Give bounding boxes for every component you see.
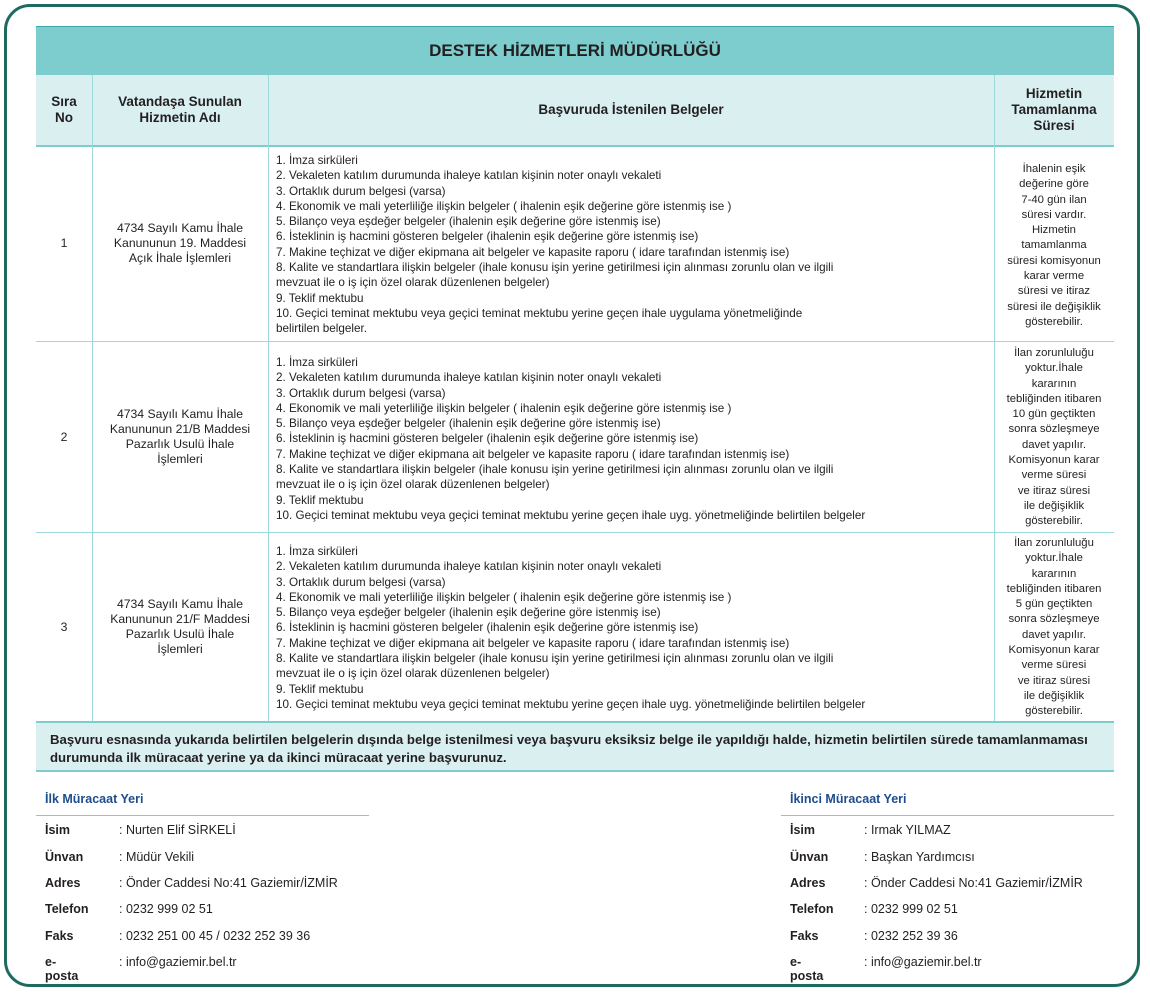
second-contact-title: İkinci Müracaat Yeri	[790, 792, 907, 806]
contact-label: e-posta	[45, 955, 79, 983]
contact-label: Ünvan	[45, 850, 84, 864]
row-number: 2	[60, 429, 68, 444]
contact-value: : Önder Caddesi No:41 Gaziemir/İZMİR	[864, 876, 1083, 890]
contact-value: : Başkan Yardımcısı	[864, 850, 975, 864]
contact-label: Faks	[790, 929, 819, 943]
page-title: DESTEK HİZMETLERİ MÜDÜRLÜĞÜ	[36, 26, 1114, 75]
document-item: 10. Geçici teminat mektubu veya geçici teminat mektubu yerine geçen ihale uyg. yönetmeliğinde belirtilen belgeler	[276, 697, 866, 711]
second-contact-divider	[781, 815, 1114, 816]
contact-value[interactable]: : info@gaziemir.bel.tr	[119, 955, 237, 969]
document-item: 8. Kalite ve standartlara ilişkin belgeler (ihale konusu işin yerine getirilmesi için alınması zorunlu olan ve ilgili	[276, 652, 834, 666]
contact-label: e-posta	[790, 955, 824, 983]
contact-label: İsim	[45, 823, 71, 837]
contact-value: : Müdür Vekili	[119, 850, 195, 864]
header-sure: Hizmetin Tamamlanma Süresi	[1011, 86, 1097, 133]
document-item: 5. Bilanço veya eşdeğer belgeler (ihalenin eşik değerine göre istenmiş ise)	[276, 215, 661, 229]
document-item: 10. Geçici teminat mektubu veya geçici teminat mektubu yerine geçen ihale uygulama yönetmeliğinde	[276, 306, 803, 320]
contact-value: : 0232 251 00 45 / 0232 252 39 36	[119, 929, 311, 943]
row-number: 1	[60, 236, 68, 250]
contact-label: Adres	[45, 876, 81, 890]
document-item: 9. Teklif mektubu	[276, 493, 364, 507]
document-item: 9. Teklif mektubu	[276, 291, 364, 305]
row-number: 3	[60, 619, 68, 634]
contact-value: : 0232 252 39 36	[864, 929, 958, 943]
document-item: 1. İmza sirküleri	[276, 545, 358, 558]
service-name: 4734 Sayılı Kamu İhale Kanununun 19. Maddesi Açık İhale İşlemleri	[113, 221, 247, 265]
document-item: 2. Vekaleten katılım durumunda ihaleye katılan kişinin noter onaylı vekaleti	[276, 169, 662, 183]
contact-label: Adres	[790, 876, 826, 890]
first-contact-title: İlk Müracaat Yeri	[45, 792, 144, 806]
document-item: 7. Makine teçhizat ve diğer ekipmana ait belgeler ve kapasite raporu ( idare tarafından istenmiş ise)	[276, 447, 790, 461]
contact-value: : Nurten Elif SİRKELİ	[119, 823, 236, 837]
document-list	[276, 544, 865, 712]
completion-duration: İhalenin eşik değerine göre 7-40 gün ilan süresi vardır. Hizmetin tamamlanma süresi komisyonun karar verme süresi ve itiraz süresi ile değişiklik gösterebilir.	[1007, 163, 1101, 328]
service-name: 4734 Sayılı Kamu İhale Kanununun 21/B Maddesi Pazarlık Usulü İhale İşlemleri	[109, 407, 251, 466]
document-item: 8. Kalite ve standartlara ilişkin belgeler (ihale konusu işin yerine getirilmesi için alınması zorunlu olan ve ilgili	[276, 463, 834, 477]
table-header	[36, 75, 1114, 147]
document-item: 6. İsteklinin iş hacmini gösteren belgeler (ihalenin eşik değerine göre istenmiş ise)	[276, 621, 699, 635]
document-item: 5. Bilanço veya eşdeğer belgeler (ihalenin eşik değerine göre istenmiş ise)	[276, 606, 661, 620]
document-item: 4. Ekonomik ve mali yeterliliğe ilişkin belgeler ( ihalenin eşik değerine göre istenmiş ise )	[276, 590, 732, 604]
contact-label: Ünvan	[790, 850, 829, 864]
document-item: 5. Bilanço veya eşdeğer belgeler (ihalenin eşik değerine göre istenmiş ise)	[276, 417, 661, 431]
document-item: 10. Geçici teminat mektubu veya geçici teminat mektubu yerine geçen ihale uyg. yönetmeliğinde belirtilen belgeler	[276, 508, 866, 522]
completion-duration: İlan zorunluluğu yoktur.İhale kararının tebliğinden itibaren 5 gün geçtikten sonra sözleşmeye davet yapılır. Komisyonun karar verme süresi ve itiraz süresi ile değişiklik gösterebilir.	[1006, 537, 1102, 718]
document-item: 2. Vekaleten katılım durumunda ihaleye katılan kişinin noter onaylı vekaleti	[276, 371, 662, 385]
document-item: mevzuat ile o iş için özel olarak düzenlenen belgeler)	[276, 276, 550, 290]
document-list	[276, 355, 865, 523]
document-item: 1. İmza sirküleri	[276, 356, 358, 369]
document-item: 2. Vekaleten katılım durumunda ihaleye katılan kişinin noter onaylı vekaleti	[276, 560, 662, 574]
document-item: 1. İmza sirküleri	[276, 154, 358, 167]
document-item: 8. Kalite ve standartlara ilişkin belgeler (ihale konusu işin yerine getirilmesi için alınması zorunlu olan ve ilgili	[276, 261, 834, 275]
document-list	[276, 153, 833, 337]
document-item: 7. Makine teçhizat ve diğer ekipmana ait belgeler ve kapasite raporu ( idare tarafından istenmiş ise)	[276, 636, 790, 650]
document-item: 7. Makine teçhizat ve diğer ekipmana ait belgeler ve kapasite raporu ( idare tarafından istenmiş ise)	[276, 245, 790, 259]
contact-label: Telefon	[45, 902, 89, 916]
header-sira-no: Sıra No	[51, 94, 77, 125]
first-contact-divider	[36, 815, 369, 816]
document-item: 4. Ekonomik ve mali yeterliliğe ilişkin belgeler ( ihalenin eşik değerine göre istenmiş ise )	[276, 401, 732, 415]
document-item: belirtilen belgeler.	[276, 322, 367, 336]
contact-value[interactable]: : info@gaziemir.bel.tr	[864, 955, 982, 969]
document-item: 4. Ekonomik ve mali yeterliliğe ilişkin belgeler ( ihalenin eşik değerine göre istenmiş ise )	[276, 199, 732, 213]
document-item: 6. İsteklinin iş hacmini gösteren belgeler (ihalenin eşik değerine göre istenmiş ise)	[276, 230, 699, 244]
completion-duration: İlan zorunluluğu yoktur.İhale kararının tebliğinden itibaren 10 gün geçtikten sonra sözleşmeye davet yapılır. Komisyonun karar verme süresi ve itiraz süresi ile değişiklik gösterebilir.	[1006, 347, 1102, 528]
header-hizmet-adi: Vatandaşa Sunulan Hizmetin Adı	[118, 94, 242, 125]
document-item: 3. Ortaklık durum belgesi (varsa)	[276, 184, 446, 198]
document-item: 3. Ortaklık durum belgesi (varsa)	[276, 575, 446, 589]
contact-value: : 0232 999 02 51	[119, 902, 213, 916]
document-item: mevzuat ile o iş için özel olarak düzenlenen belgeler)	[276, 478, 550, 492]
contact-label: Faks	[45, 929, 74, 943]
document-item: 9. Teklif mektubu	[276, 682, 364, 696]
contact-value: : Önder Caddesi No:41 Gaziemir/İZMİR	[119, 876, 338, 890]
document-item: 3. Ortaklık durum belgesi (varsa)	[276, 386, 446, 400]
contact-label: İsim	[790, 823, 816, 837]
service-name: 4734 Sayılı Kamu İhale Kanununun 21/F Maddesi Pazarlık Usulü İhale İşlemleri	[110, 597, 250, 656]
document-item: mevzuat ile o iş için özel olarak düzenlenen belgeler)	[276, 667, 550, 681]
contact-label: Telefon	[790, 902, 834, 916]
document-item: 6. İsteklinin iş hacmini gösteren belgeler (ihalenin eşik değerine göre istenmiş ise)	[276, 432, 699, 446]
header-belgeler: Başvuruda İstenilen Belgeler	[538, 102, 724, 117]
contact-value: : 0232 999 02 51	[864, 902, 958, 916]
contact-value: : Irmak YILMAZ	[864, 823, 951, 837]
application-note: Başvuru esnasında yukarıda belirtilen belgelerin dışında belge istenilmesi veya başvuru eksiksiz belge ile yapıldığı halde, hizmetin belirtilen sürede tamamlanmaması durumunda ilk müracaat yerine ya da ikinci müracaat yerine başvurunuz.	[36, 721, 1114, 772]
